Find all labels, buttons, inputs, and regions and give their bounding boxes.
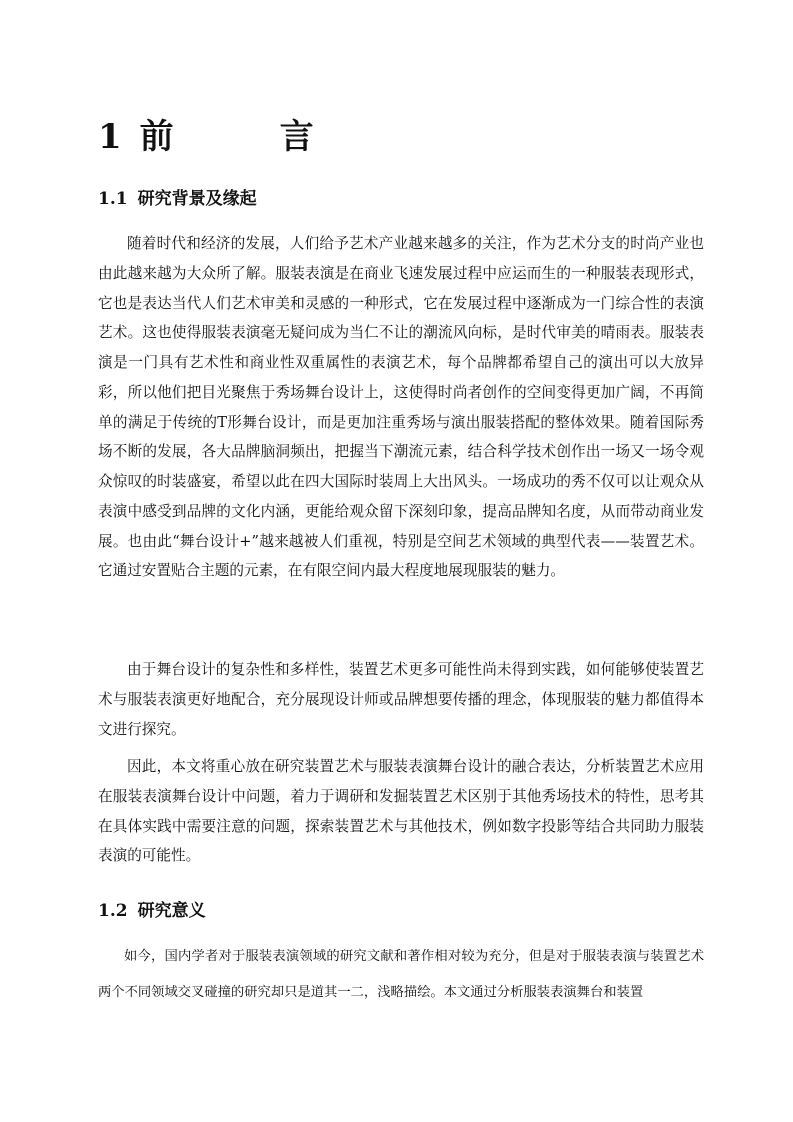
body-paragraph: 由于舞台设计的复杂性和多样性，装置艺术更多可能性尚未得到实践，如何能够使装置艺术与服装表演更好地配合，充分展现设计师或品牌想要传播的理念，体现服装的魅力都值得本文进行探究。	[98, 661, 704, 738]
section-title-text: 研究背景及缘起	[137, 189, 257, 209]
section-heading	[98, 898, 206, 924]
body-paragraph: 如今，国内学者对于服装表演领域的研究文献和著作相对较为充分，但是对于服装表演与装置艺术两个不同领域交叉碰撞的研究却只是道其一二，浅略描绘。本文通过分析服装表演舞台和装置	[98, 949, 704, 1000]
body-paragraph: 随着时代和经济的发展，人们给予艺术产业越来越多的关注，作为艺术分支的时尚产业也由此越来越为大众所了解。服装表演是在商业飞速发展过程中应运而生的一种服装表现形式，它也是表达当代人们艺术审美和灵感的一种形式，它在发展过程中逐渐成为一门综合性的表演艺术。这也使得服装表演毫无疑问成为当仁不让的潮流风向标，是时代审美的晴雨表。服装表演是一门具有艺术性和商业性双重属性的表演艺术，每个品牌都希望自己的演出可以大放异彩，所以他们把目光聚焦于秀场舞台设计上，这使得时尚者创作的空间变得更加广阔，不再简单的满足于传统的T形舞台设计，而是更加注重秀场与演出服装搭配的整体效果。随着国际秀场不断的发展，各大品牌脑洞频出，把握当下潮流元素，结合科学技术创作出一场又一场令观众惊叹的时装盛宴，希望以此在四大国际时装周上大出风头。一场成功的秀不仅可以让观众从表演中感受到品牌的文化内涵，更能给观众留下深刻印象，提高品牌知名度，从而带动商业发展。也由此“舞台设计+”越来越被人们重视，特别是空间艺术领域的典型代表——装置艺术。它通过安置贴合主题的元素，在有限空间内最大程度地展现服装的魅力。	[98, 235, 704, 580]
section-title-text: 研究意义	[137, 901, 206, 921]
chapter-title	[98, 112, 350, 162]
chapter-number: 1	[98, 117, 124, 157]
section-number: 1.1	[98, 189, 128, 209]
section-number: 1.2	[98, 901, 128, 921]
chapter-title-text: 前 言	[139, 117, 350, 157]
section-heading	[98, 186, 257, 212]
body-paragraph: 因此，本文将重心放在研究装置艺术与服装表演舞台设计的融合表达，分析装置艺术应用在服装表演舞台设计中问题，着力于调研和发掘装置艺术区别于其他秀场技术的特性，思考其在具体实践中需要注意的问题，探索装置艺术与其他技术，例如数字投影等结合共同助力服装表演的可能性。	[98, 758, 704, 865]
